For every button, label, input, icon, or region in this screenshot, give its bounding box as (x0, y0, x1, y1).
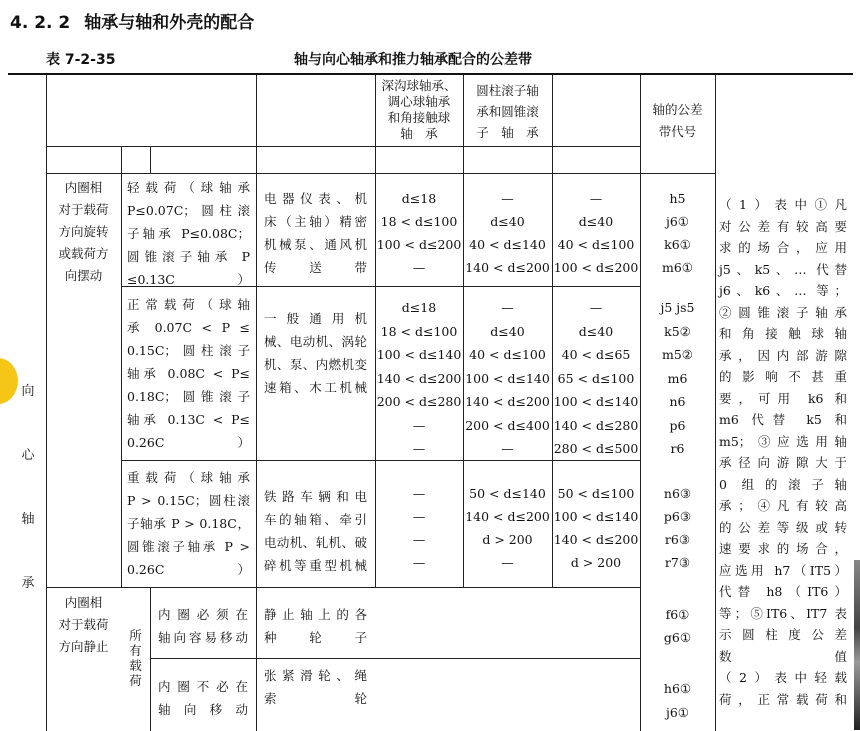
light-ball-range: 18 < d≤100 (380, 214, 458, 229)
note-line: 要，可用 k6 和 (719, 390, 847, 406)
heavy-load-condition: 重载荷（球轴承 (127, 470, 250, 485)
section-heading (10, 8, 254, 33)
normal-roller-range: d≤40 (490, 323, 525, 339)
light-load-condition: P≤0.07C；圆柱滚 (127, 203, 250, 218)
section-title: 轴承与轴和外壳的配合 (84, 13, 255, 33)
table-top-rule (8, 73, 853, 75)
note-line: j5、k5、… 代替 (719, 261, 847, 277)
light-spherical-range: d≤40 (578, 214, 614, 229)
light-ball-range: — (412, 260, 426, 275)
all-loads-label: 荷 (129, 673, 142, 688)
light-ball-range: 100 < d≤200 (376, 237, 462, 252)
light-tolerance-code: k6① (664, 237, 691, 252)
stationary-application-1: 种轮子 (264, 630, 367, 645)
normal-application: 一般通用机 (264, 311, 367, 326)
header-roller-bearing: 承和圆锥滚 (476, 104, 539, 119)
header-shaft-tolerance: 带代号 (658, 124, 697, 139)
stationary-code-2: h6① (663, 681, 692, 696)
stationary-condition-1: 内圈必须在 (158, 607, 248, 622)
header-roller-bearing: 圆柱滚子轴 (476, 83, 539, 98)
stationary-condition-2: 轴向移动 (158, 702, 248, 717)
light-spherical-range: 100 < d≤200 (553, 260, 639, 275)
normal-roller-range: 140 < d≤200 (465, 394, 550, 409)
grid-line (46, 146, 640, 147)
normal-load-condition: 正常载荷（球轴 (127, 297, 250, 312)
normal-ball-range: — (412, 417, 426, 433)
highlight-marker (0, 358, 18, 404)
heavy-application: 碎机等重型机械 (264, 558, 367, 573)
heavy-tolerance-code: r6③ (664, 532, 691, 547)
stationary-application-1: 静止轴上的各 (264, 607, 367, 622)
normal-load-condition: 0.26C） (127, 435, 250, 450)
heavy-ball-range: — (412, 509, 426, 524)
light-roller-range: 40 < d≤140 (469, 237, 546, 252)
note-line: 等；⑤IT6、IT7 表 (719, 605, 847, 621)
light-tolerance-code: j6① (665, 214, 690, 229)
normal-tolerance-code: k5② (664, 323, 691, 339)
note-line: 荷，正常载荷和 (719, 691, 847, 707)
all-loads-label: 有 (129, 643, 142, 658)
light-load-condition: 圆锥滚子轴承 P (127, 249, 250, 264)
header-ball-bearing: 轴 承 (400, 126, 438, 141)
light-spherical-range: 40 < d≤100 (557, 237, 635, 252)
header-ball-bearing: 和角接触球 (387, 110, 451, 125)
light-tolerance-code: h5 (669, 191, 686, 206)
grid-line (46, 173, 715, 174)
note-line: ②圆锥滚子轴承 (719, 304, 847, 320)
grid-line (150, 146, 151, 173)
heavy-tolerance-code: r7③ (664, 555, 691, 570)
stationary-state: 方向静止 (58, 639, 109, 654)
normal-application: 机、泵、内燃机变 (264, 357, 367, 372)
rotating-state: 内圈相 (64, 180, 103, 195)
note-line: 0 组的滚子轴 (719, 476, 847, 492)
stationary-code-1: g6① (663, 630, 692, 645)
heavy-application: 电动机、轧机、破 (264, 535, 367, 550)
stationary-condition-2: 内圈不必在 (158, 679, 248, 694)
note-line: 和角接触球轴 (719, 326, 847, 341)
normal-roller-range: — (501, 300, 514, 315)
normal-ball-range: 140 < d≤200 (376, 370, 462, 386)
stationary-code-2: j6① (665, 705, 690, 720)
all-loads-label: 载 (129, 658, 142, 673)
heavy-application: 铁路车辆和电 (264, 489, 367, 504)
light-spherical-range: — (589, 191, 603, 206)
all-loads-label: 所 (129, 628, 142, 643)
heavy-spherical-range: 50 < d≤100 (557, 486, 635, 501)
header-ball-bearing: 调心球轴承 (387, 94, 451, 109)
heavy-roller-range: 50 < d≤140 (469, 486, 546, 501)
normal-application: 械、电动机、涡轮 (264, 334, 367, 349)
normal-ball-range: 100 < d≤140 (376, 347, 462, 362)
normal-roller-range: 200 < d≤400 (465, 417, 550, 433)
stationary-state: 对于载荷 (58, 617, 109, 632)
heavy-load-condition: 0.26C） (127, 562, 250, 577)
note-line: （2）表中轻载 (719, 670, 847, 685)
stationary-state: 内圈相 (64, 595, 103, 610)
side-label-char: 心 (21, 448, 35, 463)
normal-ball-range: 18 < d≤100 (380, 323, 458, 339)
stationary-condition-1: 轴向容易移动 (158, 630, 248, 645)
stationary-application-2: 张紧滑轮、绳 (264, 668, 367, 683)
heavy-application: 车的轴箱、牵引 (264, 512, 367, 527)
normal-load-condition: 0.18C；圆锥滚子 (127, 389, 250, 404)
table-number: 表 7-2-35 (46, 52, 116, 68)
heavy-load-condition: P > 0.15C；圆柱滚 (127, 493, 250, 508)
heavy-ball-range: — (412, 486, 426, 501)
table-caption: 轴与向心轴承和推力轴承配合的公差带 (294, 52, 532, 68)
note-line: 承；④凡有较高 (719, 498, 847, 513)
rotating-state: 对于载荷 (58, 202, 109, 217)
note-line: 应选用 h7（IT5） (719, 562, 847, 578)
normal-roller-range: 40 < d≤100 (469, 347, 546, 362)
normal-tolerance-code: j5 js5 (660, 300, 695, 315)
light-application: 传送带 (264, 260, 367, 275)
heavy-load-condition: 子轴承 P > 0.18C， (127, 516, 250, 531)
rotating-state: 向摆动 (64, 268, 103, 283)
normal-tolerance-code: r6 (670, 441, 685, 456)
light-application: 机械泵、通风机 (264, 237, 367, 252)
heavy-spherical-range: d > 200 (570, 555, 622, 570)
normal-tolerance-code: p6 (669, 417, 686, 433)
light-tolerance-code: m6① (661, 260, 693, 275)
header-roller-bearing: 子 轴 承 (476, 125, 539, 140)
normal-ball-range: 200 < d≤280 (376, 394, 462, 409)
heavy-tolerance-code: p6③ (663, 509, 692, 524)
note-line: 的公差等级或转 (719, 519, 847, 535)
grid-line (121, 146, 122, 587)
side-label-char: 向 (21, 384, 35, 399)
normal-load-condition: 承 0.07C < P ≤ (127, 320, 250, 335)
light-load-condition: 子轴承 P≤0.08C； (127, 226, 250, 241)
normal-roller-range: — (501, 441, 514, 456)
normal-spherical-range: — (589, 300, 603, 315)
normal-tolerance-code: m5② (661, 347, 693, 362)
heavy-roller-range: — (501, 555, 514, 570)
heavy-roller-range: d > 200 (482, 532, 533, 547)
light-application: 电器仪表、机 (264, 191, 367, 206)
normal-spherical-range: d≤40 (578, 323, 614, 339)
normal-ball-range: d≤18 (401, 300, 437, 315)
note-line: （1）表中①凡 (719, 197, 847, 212)
normal-spherical-range: 140 < d≤280 (553, 417, 639, 433)
normal-tolerance-code: n6 (669, 394, 686, 409)
heavy-load-condition: 圆锥滚子轴承 P > (127, 539, 250, 554)
note-line: 承，因内部游隙 (719, 347, 847, 363)
light-load-condition: 轻载荷（球轴承 (127, 180, 250, 195)
note-line: m6 代替 k5 和 (719, 412, 847, 427)
scan-edge (854, 560, 860, 730)
note-line: m5；③应选用轴 (719, 433, 847, 449)
note-line: 数值 (719, 648, 847, 664)
normal-spherical-range: 100 < d≤140 (553, 394, 639, 409)
note-line: j6、k6、… 等； (719, 283, 847, 298)
note-line: 对公差有较高要 (719, 218, 847, 234)
note-line: 代替 h8（IT6） (719, 584, 847, 599)
note-line: 的影响不甚重 (719, 369, 847, 384)
light-ball-range: d≤18 (401, 191, 437, 206)
normal-application: 速箱、木工机械 (264, 380, 367, 395)
heavy-ball-range: — (412, 555, 426, 570)
light-roller-range: 140 < d≤200 (465, 260, 550, 275)
stationary-code-1: f6① (665, 607, 690, 622)
note-line: 示圆柱度公差 (719, 627, 847, 642)
header-ball-bearing: 深沟球轴承、 (381, 78, 457, 93)
header-shaft-tolerance: 轴的公差 (652, 102, 703, 117)
section-number: 4. 2. 2 (10, 13, 71, 33)
light-application: 床（主轴）精密 (264, 214, 367, 229)
grid-line (46, 587, 640, 588)
note-line: 求的场合，应用 (719, 240, 847, 255)
side-label-char: 轴 (21, 512, 35, 527)
grid-line (150, 658, 640, 659)
heavy-spherical-range: 140 < d≤200 (553, 532, 639, 547)
light-roller-range: — (501, 191, 514, 206)
normal-load-condition: 轴承 0.08C < P≤ (127, 366, 250, 381)
heavy-ball-range: — (412, 532, 426, 547)
note-line: 速要求的场合， (719, 541, 847, 556)
normal-spherical-range: 280 < d≤500 (553, 441, 639, 456)
light-load-condition: ≤0.13C） (127, 272, 250, 287)
side-label-char: 承 (21, 576, 35, 591)
light-roller-range: d≤40 (490, 214, 525, 229)
normal-ball-range: — (412, 441, 426, 456)
rotating-state: 方向旋转 (58, 224, 109, 239)
normal-spherical-range: 65 < d≤100 (557, 370, 635, 386)
normal-load-condition: 轴承 0.13C < P≤ (127, 412, 250, 427)
normal-tolerance-code: m6 (667, 370, 688, 386)
heavy-tolerance-code: n6③ (663, 486, 692, 501)
heavy-roller-range: 140 < d≤200 (465, 509, 550, 524)
stationary-application-2: 索轮 (264, 691, 367, 706)
normal-load-condition: 0.15C；圆柱滚子 (127, 343, 250, 358)
note-line: 承径向游隙大于 (719, 455, 847, 470)
normal-spherical-range: 40 < d≤65 (561, 347, 631, 362)
grid-line (715, 75, 716, 731)
heavy-spherical-range: 100 < d≤140 (553, 509, 639, 524)
rotating-state: 或载荷方 (58, 246, 109, 261)
grid-line (150, 587, 151, 731)
normal-roller-range: 100 < d≤140 (465, 370, 550, 386)
